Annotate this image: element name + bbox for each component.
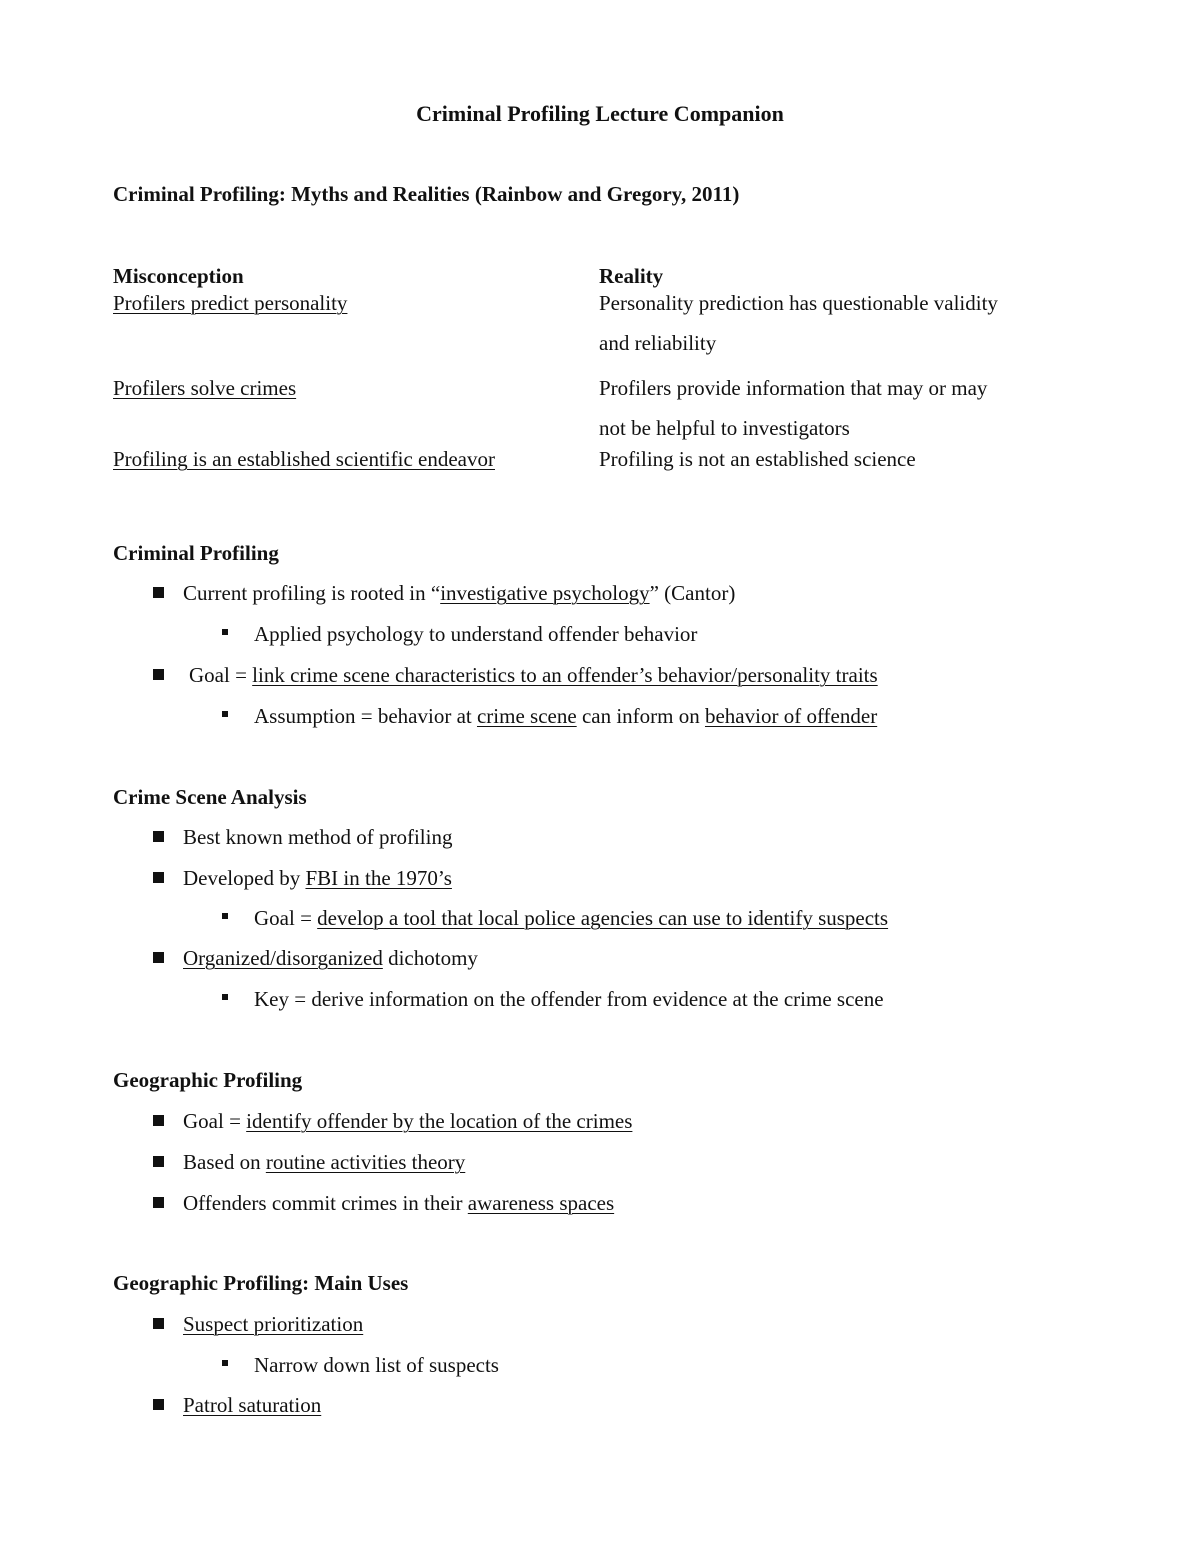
square-bullet-icon [153, 1318, 164, 1329]
reality-2-line-1: Profilers provide information that may or may [599, 376, 988, 400]
small-square-bullet-icon [222, 994, 228, 1000]
misconception-2: Profilers solve crimes [113, 376, 297, 400]
crime-scene-heading: Crime Scene Analysis [113, 785, 307, 809]
myths-heading: Criminal Profiling: Myths and Realities (Rainbow and Gregory, 2011) [113, 182, 740, 206]
bullet-rooted: Current profiling is rooted in “investigative psychology” (Cantor) [183, 581, 736, 605]
misconception-1: Profilers predict personality [113, 291, 348, 315]
geo-uses-heading: Geographic Profiling: Main Uses [113, 1271, 409, 1295]
geographic-heading: Geographic Profiling [113, 1068, 303, 1092]
sub-bullet-applied: Applied psychology to understand offender behavior [254, 622, 698, 646]
bullet-suspect-prioritization: Suspect prioritization [183, 1312, 364, 1336]
bullet-patrol-saturation: Patrol saturation [183, 1393, 322, 1417]
square-bullet-icon [153, 831, 164, 842]
reality-column-header: Reality [599, 264, 664, 288]
square-bullet-icon [153, 1197, 164, 1208]
bullet-routine-activities: Based on routine activities theory [183, 1150, 466, 1174]
reality-1-line-1: Personality prediction has questionable validity [599, 291, 998, 315]
bullet-best-known: Best known method of profiling [183, 825, 453, 849]
sub-bullet-assumption: Assumption = behavior at crime scene can inform on behavior of offender [254, 704, 878, 728]
bullet-dichotomy: Organized/disorganized dichotomy [183, 946, 478, 970]
bullet-awareness-spaces: Offenders commit crimes in their awareness spaces [183, 1191, 615, 1215]
sub-bullet-narrow-down: Narrow down list of suspects [254, 1353, 499, 1377]
reality-3-line-1: Profiling is not an established science [599, 447, 916, 471]
square-bullet-icon [153, 952, 164, 963]
square-bullet-icon [153, 1156, 164, 1167]
sub-bullet-key: Key = derive information on the offender from evidence at the crime scene [254, 987, 884, 1011]
reality-1-line-2: and reliability [599, 331, 717, 355]
small-square-bullet-icon [222, 1360, 228, 1366]
sub-bullet-goal-tool: Goal = develop a tool that local police agencies can use to identify suspects [254, 906, 889, 930]
square-bullet-icon [153, 669, 164, 680]
square-bullet-icon [153, 872, 164, 883]
small-square-bullet-icon [222, 629, 228, 635]
misconception-3: Profiling is an established scientific endeavor [113, 447, 495, 471]
small-square-bullet-icon [222, 711, 228, 717]
criminal-profiling-heading: Criminal Profiling [113, 541, 279, 565]
square-bullet-icon [153, 1399, 164, 1410]
square-bullet-icon [153, 1115, 164, 1126]
document-title: Criminal Profiling Lecture Companion [416, 101, 784, 126]
bullet-developed-by: Developed by FBI in the 1970’s [183, 866, 452, 890]
bullet-goal-link: Goal = link crime scene characteristics to an offender’s behavior/personality traits [189, 663, 878, 687]
reality-2-line-2: not be helpful to investigators [599, 416, 850, 440]
small-square-bullet-icon [222, 913, 228, 919]
misconception-column-header: Misconception [113, 264, 244, 288]
square-bullet-icon [153, 587, 164, 598]
bullet-geo-goal: Goal = identify offender by the location of the crimes [183, 1109, 633, 1133]
